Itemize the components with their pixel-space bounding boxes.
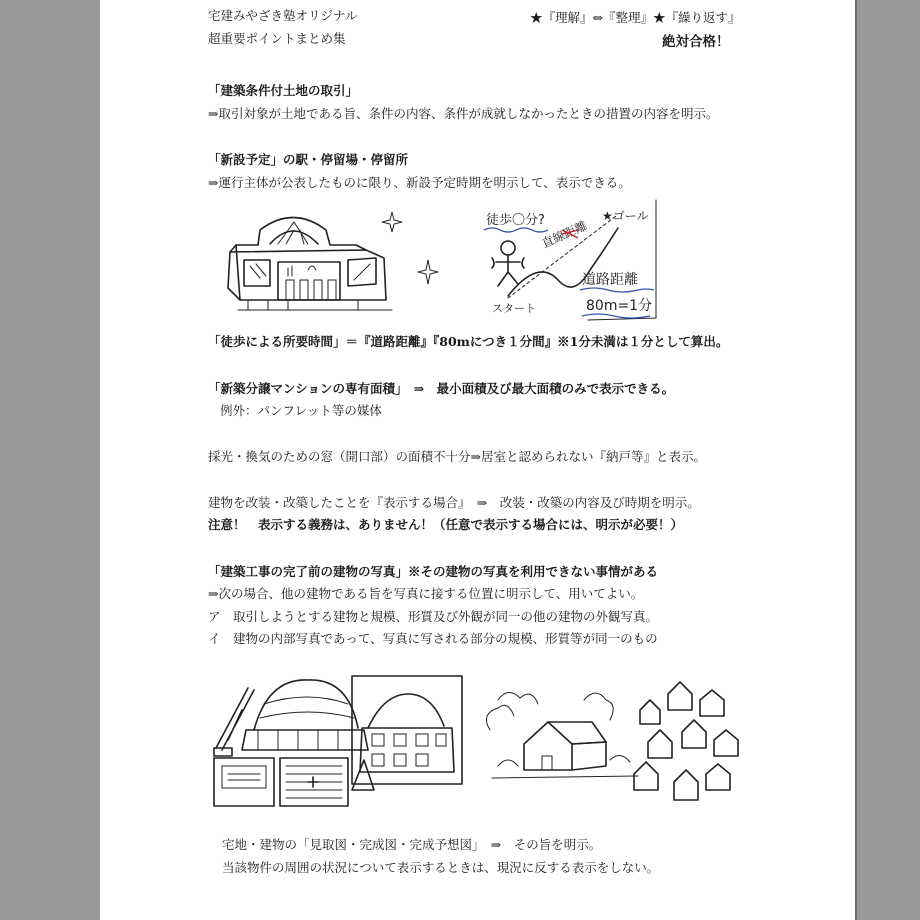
header-motto: ★『理解』⇔『整理』★『繰り返す』 xyxy=(530,10,741,25)
renovation-line: 建物を改装・改築したことを『表示する場合』 ⇒ 改装・改築の内容及び時期を明示。 xyxy=(208,495,700,510)
photo-body: ⇒次の場合、他の建物である旨を写真に接する位置に明示して、用いてよい。 xyxy=(208,586,644,601)
rate-label: 80m=1分 xyxy=(586,298,653,314)
s2-body: ⇒運行主体が公表したものに限り、新設予定時期を明示して、表示できる。 xyxy=(208,175,631,190)
photo-item-i: イ 建物の内部写真であって、写真に写される部分の規模、形質等が同一のもの xyxy=(208,631,658,646)
s1-body: ⇒取引対象が土地である旨、条件の内容、条件が成就しなかったときの措置の内容を明示。 xyxy=(208,106,719,121)
construction-illustrations xyxy=(208,670,740,818)
header-title-line2: 超重要ポイントまとめ集 xyxy=(208,31,346,46)
condo-line: 「新築分譲マンションの専有面積」 ⇒ 最小面積及び最大面積のみで表示できる。 xyxy=(208,381,675,396)
photo-item-a: ア 取引しようとする建物と規模、形質及び外観が同一の他の建物の外観写真。 xyxy=(208,609,659,624)
renovation-note: 注意！ 表示する義務は、ありません！（任意で表示する場合には、明示が必要！） xyxy=(208,517,684,532)
walk-distance-illustration xyxy=(478,198,660,322)
plan-line: 宅地・建物の「見取図・完成図・完成予想図」 ⇒ その旨を明示。 xyxy=(222,837,602,852)
s2-title: 「新設予定」の駅・停留場・停留所 xyxy=(208,152,409,167)
walk-time-line: 「徒歩による所要時間」＝『道路距離』『80mにつき１分間』※1分未満は１分として算出。 xyxy=(208,334,729,349)
condo-exception: 例外：パンフレット等の媒体 xyxy=(220,403,382,418)
station-illustration xyxy=(208,200,448,325)
photo-title: 「建築工事の完了前の建物の写真」※その建物の写真を利用できない事情がある xyxy=(208,564,659,579)
window-line: 採光・換気のための窓（開口部）の面積不十分⇒居室と認められない『納戸等』と表示。 xyxy=(208,449,706,464)
header-pass: 絶対合格！ xyxy=(662,34,730,50)
surroundings-line: 当該物件の周囲の状況について表示するときは、現況に反する表示をしない。 xyxy=(222,860,660,875)
road-distance-label: 道路距離 xyxy=(582,272,638,288)
start-label: スタート xyxy=(492,302,536,315)
s1-title: 「建築条件付土地の取引」 xyxy=(208,83,359,98)
straight-distance-label: 直線距離 xyxy=(539,218,590,251)
walk-question-label: 徒歩〇分? xyxy=(486,213,545,228)
goal-label: ★ゴール xyxy=(602,209,649,223)
page-edge xyxy=(855,0,857,920)
header-title-line1: 宅建みやざき塾オリジナル xyxy=(208,8,358,23)
